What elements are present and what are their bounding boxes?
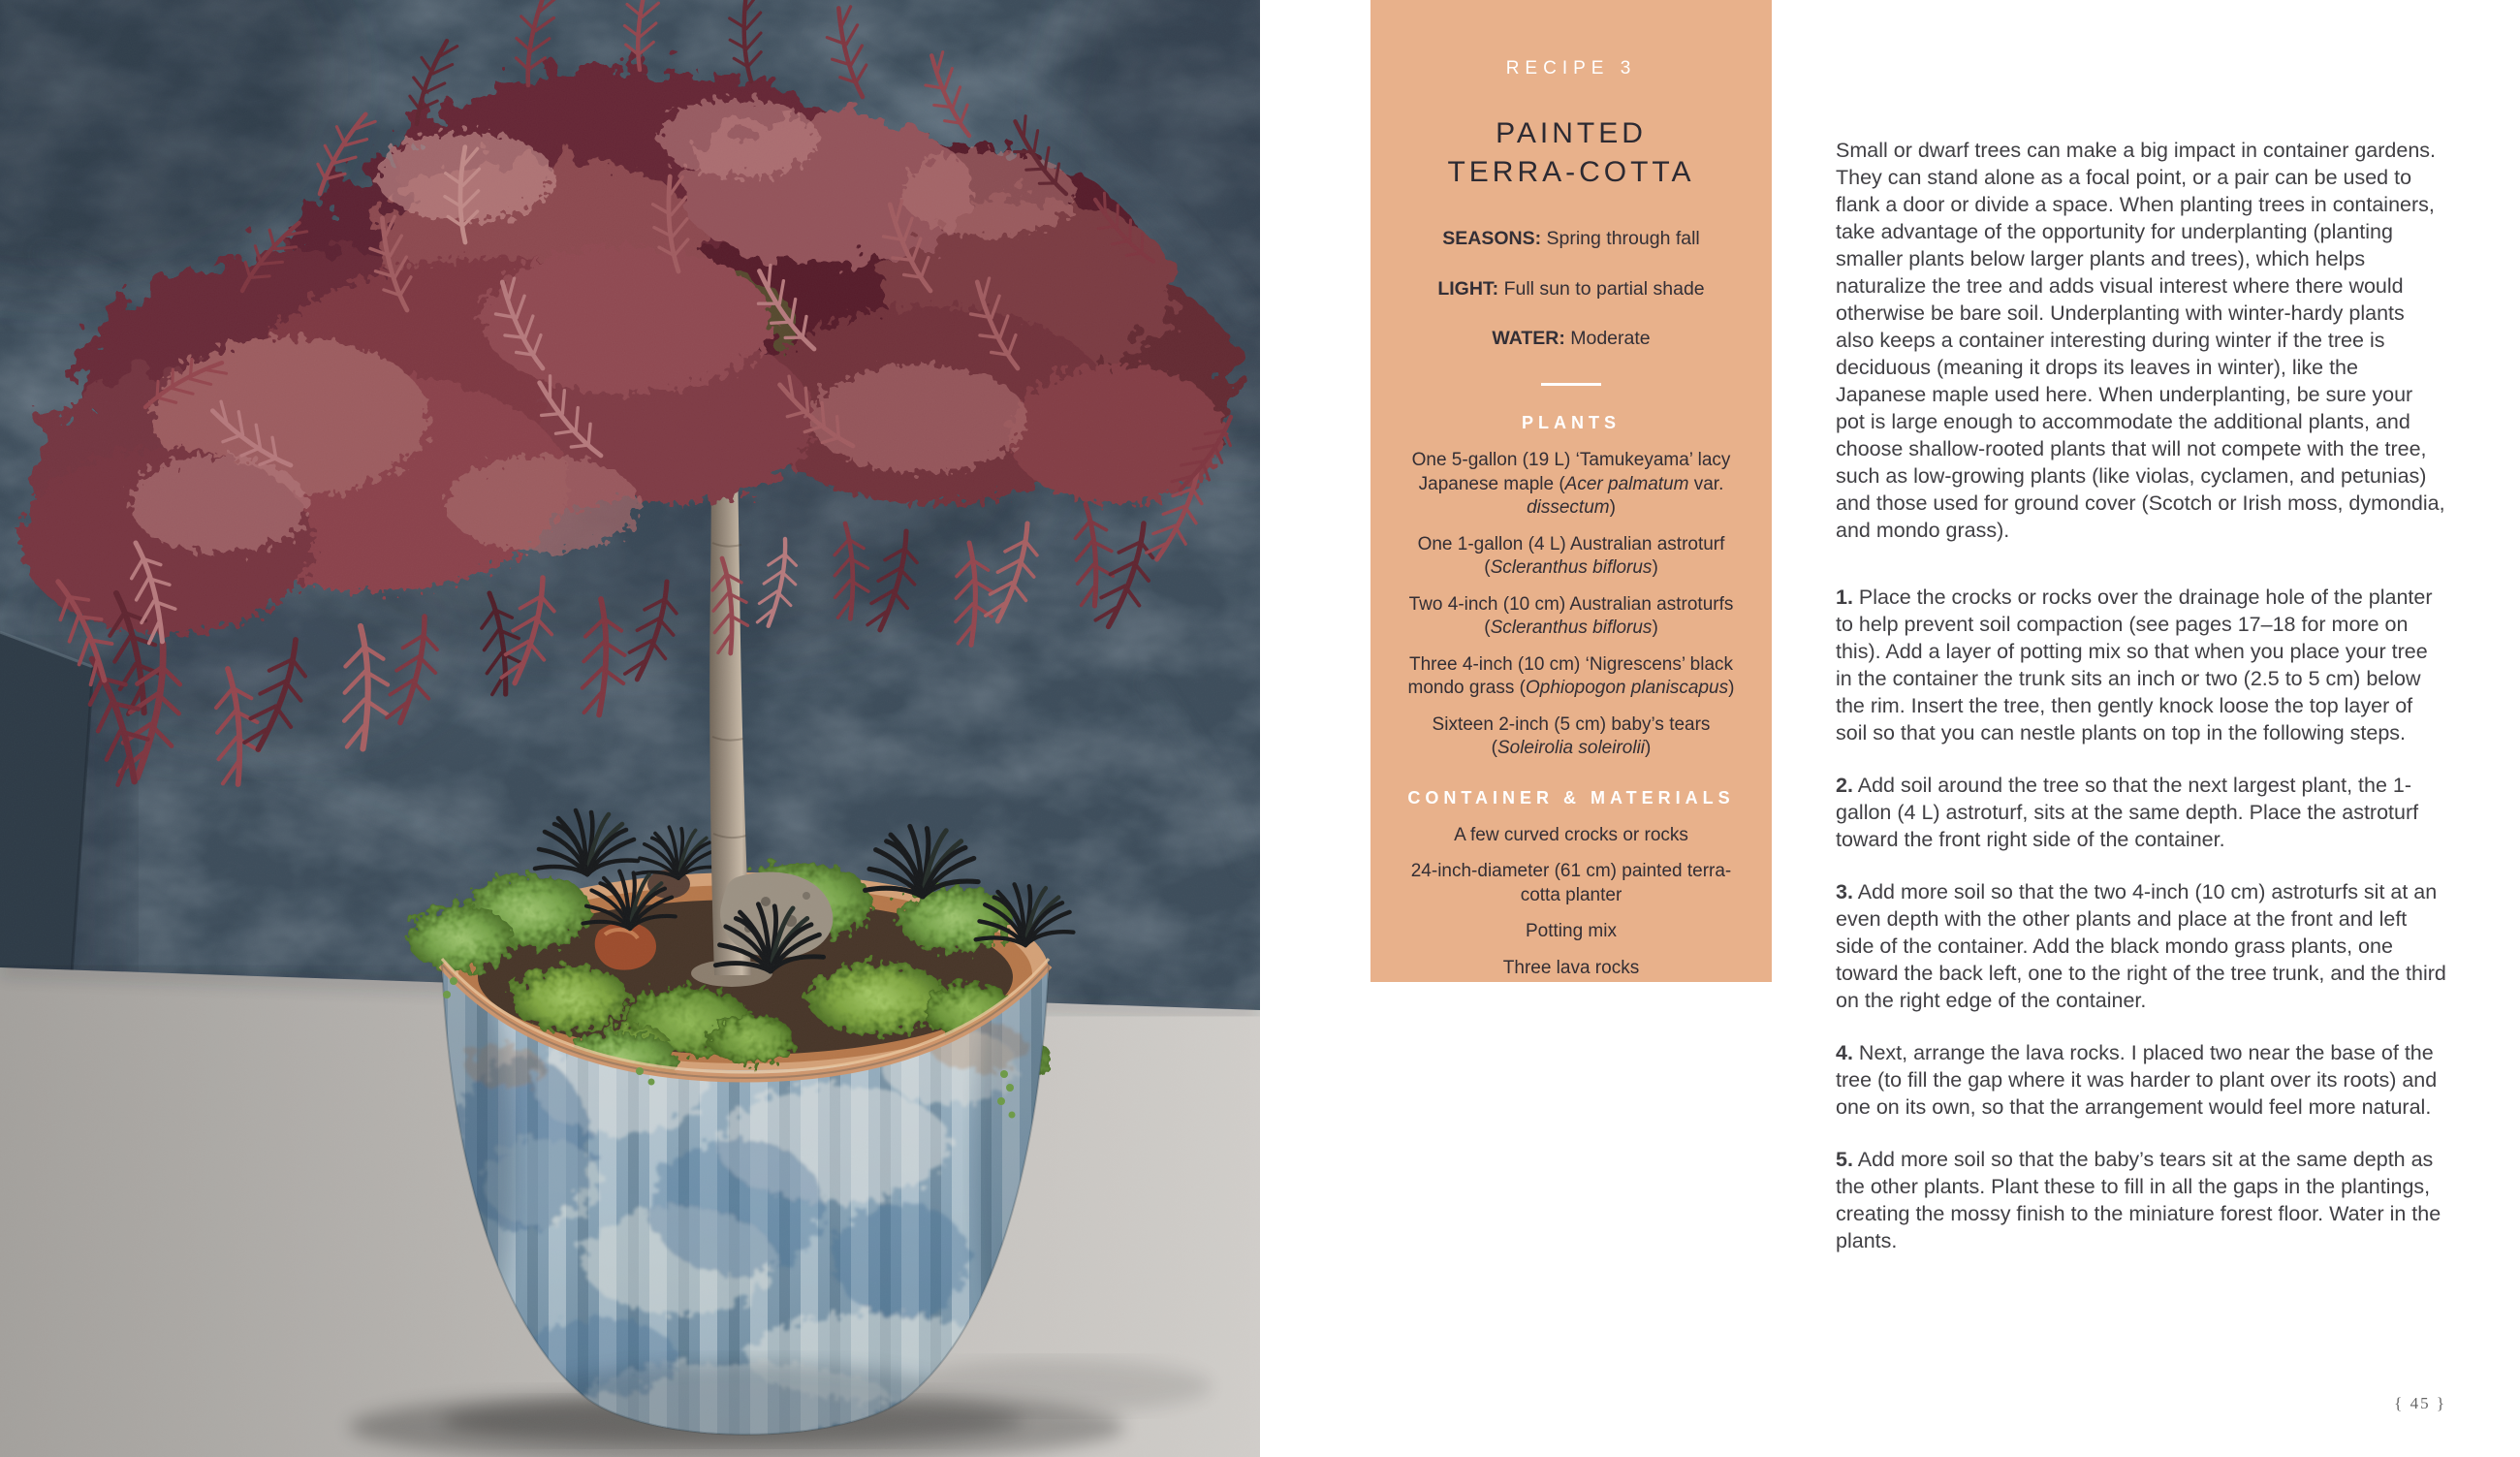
materials-list — [1396, 824, 1747, 981]
steps — [1836, 584, 2446, 1254]
step-paragraph — [1836, 1146, 2446, 1254]
recipe-facts — [1396, 223, 1747, 354]
step-number: 5. — [1836, 1148, 1853, 1171]
step-text: Place the crocks or rocks over the drainage hole of the planter to help prevent soil compaction (see pages 17–18 for more on this). Add a layer of potting mix so that when you place your tree in the container the trunk sits an inch or two (2.5 to 5 cm) below the rim. Insert the tree, then gently knock loose the top layer of soil so that you can nestle plants on top in the following steps. — [1836, 586, 2433, 744]
recipe-title — [1396, 114, 1747, 192]
fact-value: Full sun to partial shade — [1503, 277, 1705, 300]
plant-item: Three 4-inch (10 cm) ‘Nigrescens’ black mondo grass (Ophiopogon planiscapus) — [1407, 653, 1735, 698]
fact-value: Spring through fall — [1546, 228, 1700, 249]
fact-value: Moderate — [1570, 328, 1651, 349]
step-text: Next, arrange the lava rocks. I placed two near the base of the tree (to fill the gap where it was harder to plant over its roots) and one on its own, so that the arrangement would feel more natural. — [1836, 1041, 2438, 1119]
recipe-title-line2: TERRA-COTTA — [1447, 156, 1695, 188]
step-paragraph — [1836, 878, 2446, 1014]
step-paragraph — [1836, 1039, 2446, 1121]
fact-label: SEASONS: — [1442, 228, 1542, 249]
plant-item: Sixteen 2-inch (5 cm) baby’s tears (Soleirolia soleirolii) — [1432, 713, 1711, 758]
recipe-panel — [1370, 0, 1772, 982]
step-text: Add more soil so that the baby’s tears sit at the same depth as the other plants. Plant these to fill in all the gaps in the plantings, creating the mossy finish to the miniature forest floor. Water in the plants. — [1836, 1148, 2441, 1252]
plant-item: Two 4-inch (10 cm) Australian astroturfs (Scleranthus biflorus) — [1408, 593, 1734, 638]
recipe-number: RECIPE 3 — [1505, 58, 1637, 79]
fact-label: LIGHT: — [1437, 277, 1499, 300]
step-text: Add soil around the tree so that the next largest plant, the 1-gallon (4 L) astroturf, sits at the same depth. Place the astroturf toward the front right side of the container. — [1836, 774, 2419, 851]
material-item: 24-inch-diameter (61 cm) painted terra-cotta planter — [1410, 861, 1732, 905]
panel-divider — [1541, 383, 1601, 386]
step-paragraph — [1836, 584, 2446, 746]
plant-item: One 5-gallon (19 L) ‘Tamukeyama’ lacy Japanese maple (Acer palmatum var. dissectum) — [1411, 450, 1731, 518]
article-column — [1836, 137, 2446, 1280]
materials-header: CONTAINER & MATERIALS — [1407, 787, 1735, 808]
step-paragraph — [1836, 772, 2446, 853]
step-text: Add more soil so that the two 4-inch (10 cm) astroturfs sit at an even depth with the other plants and place at the front and left side of the container. Add the black mondo grass plants, one toward the back left, one to the right of the tree trunk, and the third on the right edge of the container. — [1836, 880, 2446, 1012]
intro-paragraph: Small or dwarf trees can make a big impact in container gardens. They can stand alone as a focal point, or a pair can be used to flank a door or divide a space. When planting trees in containers, take advantage of the opportunity for underplanting (planting smaller plants below larger plants and trees), which helps naturalize the tree and adds visual interest where there would otherwise be bare soil. Underplanting with winter-hardy plants also keeps a container interesting during winter if the tree is deciduous (meaning it drops its leaves in winter), like the Japanese maple used here. When underplanting, be sure your pot is large enough to accommodate the additional plants, and choose shallow-rooted plants that will not compete with the tree, such as low-growing plants (like violas, cyclamen, and petunias) and those used for ground cover (Scotch or Irish moss, dymondia, and mondo grass). — [1836, 139, 2445, 542]
recipe-fact — [1396, 323, 1747, 354]
step-number: 1. — [1836, 586, 1853, 609]
recipe-fact — [1396, 223, 1747, 254]
plants-list — [1396, 449, 1747, 761]
page-number: { 45 } — [2394, 1394, 2446, 1412]
material-item: A few curved crocks or rocks — [1454, 824, 1688, 845]
material-item: Three lava rocks — [1502, 957, 1640, 978]
plants-header: PLANTS — [1522, 413, 1621, 432]
recipe-title-line1: PAINTED — [1496, 117, 1647, 149]
plant-item: One 1-gallon (4 L) Australian astroturf (Scleranthus biflorus) — [1417, 533, 1725, 578]
fact-label: WATER: — [1492, 328, 1565, 349]
step-number: 4. — [1836, 1041, 1853, 1064]
material-item: Potting mix — [1526, 921, 1617, 941]
step-number: 3. — [1836, 880, 1853, 903]
step-number: 2. — [1836, 774, 1853, 797]
recipe-fact — [1396, 273, 1747, 304]
